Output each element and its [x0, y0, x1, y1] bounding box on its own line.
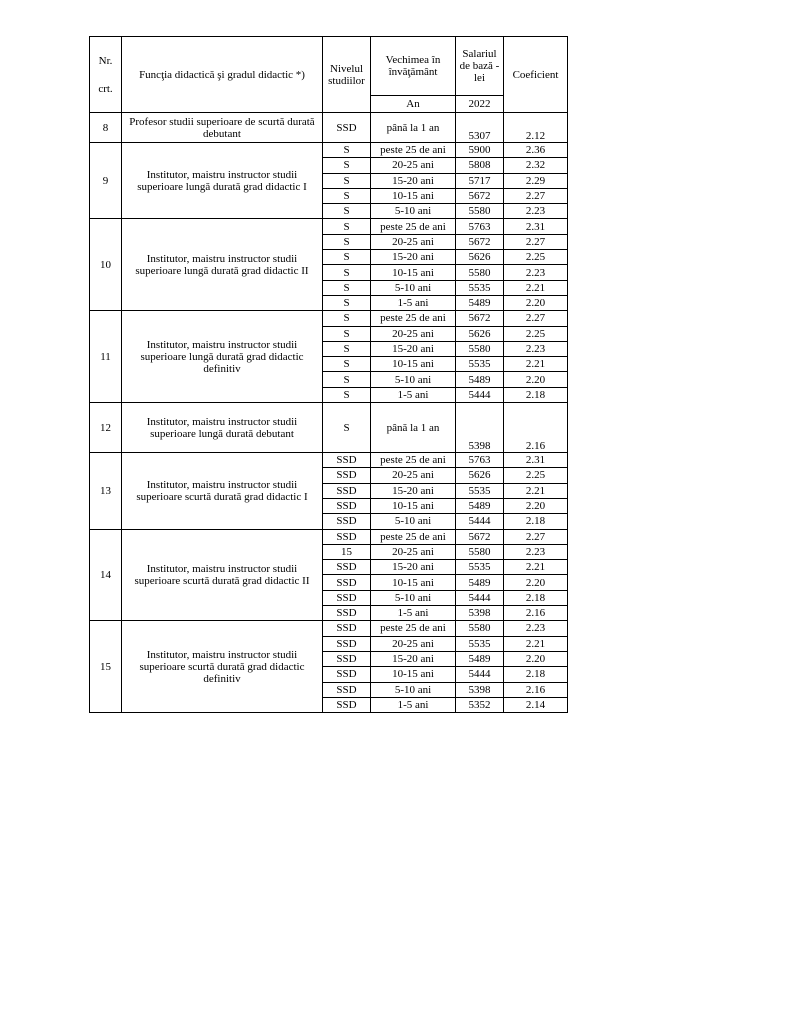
- header-crt: crt.: [98, 82, 113, 95]
- cell-nivel: S: [323, 250, 371, 265]
- cell-coeficient: 2.27: [504, 529, 568, 544]
- cell-vechime: 10-15 ani: [371, 188, 456, 203]
- cell-coeficient: 2.23: [504, 544, 568, 559]
- cell-salariu: 5489: [456, 372, 504, 387]
- cell-coeficient: 2.21: [504, 636, 568, 651]
- cell-nivel: SSD: [323, 667, 371, 682]
- cell-nr: 9: [90, 143, 122, 219]
- cell-salariu: 5900: [456, 143, 504, 158]
- cell-coeficient: 2.32: [504, 158, 568, 173]
- cell-salariu: 5444: [456, 514, 504, 529]
- cell-nivel: SSD: [323, 590, 371, 605]
- table-row: [90, 529, 568, 544]
- cell-vechime: peste 25 de ani: [371, 311, 456, 326]
- cell-salariu: 5763: [456, 219, 504, 234]
- cell-nivel: SSD: [323, 575, 371, 590]
- cell-salariu: 5580: [456, 341, 504, 356]
- cell-salariu: 5489: [456, 295, 504, 310]
- cell-nivel: 15: [323, 544, 371, 559]
- cell-coeficient: 2.23: [504, 341, 568, 356]
- cell-nr: 11: [90, 311, 122, 403]
- cell-salariu: 5808: [456, 158, 504, 173]
- cell-functia: Institutor, maistru instructor studii superioare lungă durată grad didactic II: [122, 219, 323, 311]
- cell-salariu: 5626: [456, 250, 504, 265]
- cell-nivel: SSD: [323, 560, 371, 575]
- cell-coeficient: 2.36: [504, 143, 568, 158]
- cell-vechime: până la 1 an: [371, 403, 456, 453]
- cell-vechime: 15-20 ani: [371, 651, 456, 666]
- cell-vechime: 5-10 ani: [371, 204, 456, 219]
- cell-salariu: 5535: [456, 636, 504, 651]
- cell-vechime: 20-25 ani: [371, 468, 456, 483]
- cell-functia: Institutor, maistru instructor studii superioare scurtă durată grad didactic definitiv: [122, 621, 323, 713]
- table-row: [90, 143, 568, 158]
- cell-salariu: 5626: [456, 326, 504, 341]
- cell-vechime: 10-15 ani: [371, 498, 456, 513]
- cell-coeficient: 2.16: [504, 682, 568, 697]
- cell-nivel: S: [323, 372, 371, 387]
- cell-salariu: 5580: [456, 621, 504, 636]
- cell-vechime: 15-20 ani: [371, 560, 456, 575]
- cell-nivel: S: [323, 204, 371, 219]
- cell-nivel: SSD: [323, 606, 371, 621]
- cell-nivel: S: [323, 234, 371, 249]
- cell-vechime: peste 25 de ani: [371, 143, 456, 158]
- header-salariul: Salariul de bază - lei: [456, 37, 504, 96]
- table-row: [90, 403, 568, 453]
- header-nr: Nr.: [98, 54, 113, 67]
- cell-coeficient: 2.16: [504, 403, 568, 453]
- cell-coeficient: 2.21: [504, 560, 568, 575]
- cell-nr: 13: [90, 453, 122, 529]
- cell-vechime: 10-15 ani: [371, 667, 456, 682]
- cell-coeficient: 2.23: [504, 265, 568, 280]
- cell-vechime: 5-10 ani: [371, 514, 456, 529]
- cell-vechime: 15-20 ani: [371, 341, 456, 356]
- cell-nivel: S: [323, 158, 371, 173]
- cell-functia: Institutor, maistru instructor studii superioare scurtă durată grad didactic II: [122, 529, 323, 621]
- cell-salariu: 5672: [456, 311, 504, 326]
- cell-vechime: 1-5 ani: [371, 697, 456, 712]
- header-year: 2022: [456, 96, 504, 113]
- header-an: An: [371, 96, 456, 113]
- cell-salariu: 5763: [456, 453, 504, 468]
- cell-vechime: 1-5 ani: [371, 387, 456, 402]
- header-nivel: Nivelul studiilor: [323, 37, 371, 113]
- cell-nivel: SSD: [323, 529, 371, 544]
- cell-nivel: SSD: [323, 113, 371, 143]
- cell-salariu: 5489: [456, 651, 504, 666]
- cell-nivel: SSD: [323, 651, 371, 666]
- cell-nivel: SSD: [323, 682, 371, 697]
- cell-nivel: S: [323, 173, 371, 188]
- cell-nr: 14: [90, 529, 122, 621]
- cell-salariu: 5535: [456, 560, 504, 575]
- cell-salariu: 5535: [456, 280, 504, 295]
- cell-vechime: 1-5 ani: [371, 295, 456, 310]
- cell-coeficient: 2.18: [504, 590, 568, 605]
- cell-coeficient: 2.20: [504, 498, 568, 513]
- cell-salariu: 5580: [456, 204, 504, 219]
- cell-vechime: până la 1 an: [371, 113, 456, 143]
- cell-salariu: 5717: [456, 173, 504, 188]
- cell-nr: 12: [90, 403, 122, 453]
- cell-salariu: 5489: [456, 498, 504, 513]
- cell-salariu: 5672: [456, 188, 504, 203]
- header-row: [90, 37, 568, 96]
- cell-salariu: 5398: [456, 682, 504, 697]
- cell-vechime: 5-10 ani: [371, 590, 456, 605]
- cell-coeficient: 2.27: [504, 188, 568, 203]
- cell-vechime: 1-5 ani: [371, 606, 456, 621]
- cell-vechime: peste 25 de ani: [371, 529, 456, 544]
- cell-salariu: 5626: [456, 468, 504, 483]
- cell-vechime: 10-15 ani: [371, 265, 456, 280]
- cell-salariu: 5398: [456, 606, 504, 621]
- cell-salariu: 5535: [456, 357, 504, 372]
- cell-salariu: 5489: [456, 575, 504, 590]
- cell-functia: Profesor studii superioare de scurtă durată debutant: [122, 113, 323, 143]
- table-row: [90, 453, 568, 468]
- cell-nivel: S: [323, 143, 371, 158]
- cell-salariu: 5307: [456, 113, 504, 143]
- cell-nivel: SSD: [323, 621, 371, 636]
- cell-salariu: 5580: [456, 544, 504, 559]
- cell-vechime: 5-10 ani: [371, 682, 456, 697]
- salary-table: [89, 36, 568, 713]
- cell-coeficient: 2.14: [504, 697, 568, 712]
- table-row: [90, 311, 568, 326]
- cell-coeficient: 2.25: [504, 468, 568, 483]
- cell-vechime: peste 25 de ani: [371, 453, 456, 468]
- cell-coeficient: 2.25: [504, 250, 568, 265]
- cell-nr: 10: [90, 219, 122, 311]
- cell-salariu: 5535: [456, 483, 504, 498]
- cell-nivel: S: [323, 295, 371, 310]
- cell-functia: Institutor, maistru instructor studii superioare scurtă durată grad didactic I: [122, 453, 323, 529]
- cell-vechime: 20-25 ani: [371, 544, 456, 559]
- cell-nivel: S: [323, 188, 371, 203]
- header-coeficient: Coeficient: [504, 37, 568, 113]
- cell-coeficient: 2.31: [504, 453, 568, 468]
- cell-nivel: SSD: [323, 468, 371, 483]
- cell-nivel: S: [323, 219, 371, 234]
- cell-functia: Institutor, maistru instructor studii superioare lungă durată grad didactic definitiv: [122, 311, 323, 403]
- cell-vechime: 10-15 ani: [371, 357, 456, 372]
- cell-vechime: 20-25 ani: [371, 234, 456, 249]
- table-body: [90, 37, 568, 713]
- cell-coeficient: 2.25: [504, 326, 568, 341]
- cell-coeficient: 2.20: [504, 575, 568, 590]
- cell-coeficient: 2.23: [504, 204, 568, 219]
- table-row: [90, 621, 568, 636]
- cell-coeficient: 2.18: [504, 667, 568, 682]
- cell-vechime: 15-20 ani: [371, 483, 456, 498]
- cell-vechime: 15-20 ani: [371, 250, 456, 265]
- cell-coeficient: 2.21: [504, 357, 568, 372]
- cell-salariu: 5672: [456, 234, 504, 249]
- cell-coeficient: 2.20: [504, 372, 568, 387]
- cell-coeficient: 2.21: [504, 483, 568, 498]
- header-vechime: Vechimea în învăţământ: [371, 37, 456, 96]
- cell-coeficient: 2.27: [504, 311, 568, 326]
- table-row: [90, 219, 568, 234]
- cell-salariu: 5444: [456, 590, 504, 605]
- cell-coeficient: 2.31: [504, 219, 568, 234]
- cell-salariu: 5444: [456, 387, 504, 402]
- cell-vechime: 20-25 ani: [371, 636, 456, 651]
- cell-nivel: SSD: [323, 697, 371, 712]
- cell-nivel: SSD: [323, 483, 371, 498]
- cell-nivel: SSD: [323, 453, 371, 468]
- cell-vechime: 20-25 ani: [371, 158, 456, 173]
- cell-coeficient: 2.16: [504, 606, 568, 621]
- cell-nr: 15: [90, 621, 122, 713]
- cell-nivel: SSD: [323, 514, 371, 529]
- cell-functia: Institutor, maistru instructor studii superioare lungă durată grad didactic I: [122, 143, 323, 219]
- cell-nivel: S: [323, 403, 371, 453]
- cell-nivel: SSD: [323, 636, 371, 651]
- cell-salariu: 5444: [456, 667, 504, 682]
- header-functia: Funcţia didactică şi gradul didactic *): [122, 37, 323, 113]
- cell-coeficient: 2.12: [504, 113, 568, 143]
- cell-vechime: 5-10 ani: [371, 372, 456, 387]
- cell-nivel: S: [323, 341, 371, 356]
- cell-vechime: 5-10 ani: [371, 280, 456, 295]
- cell-coeficient: 2.18: [504, 514, 568, 529]
- cell-nivel: S: [323, 387, 371, 402]
- cell-coeficient: 2.18: [504, 387, 568, 402]
- cell-salariu: 5352: [456, 697, 504, 712]
- header-nr-crt: [90, 37, 122, 113]
- cell-nivel: S: [323, 326, 371, 341]
- cell-coeficient: 2.21: [504, 280, 568, 295]
- cell-nivel: S: [323, 280, 371, 295]
- cell-coeficient: 2.27: [504, 234, 568, 249]
- cell-coeficient: 2.20: [504, 295, 568, 310]
- cell-nivel: SSD: [323, 498, 371, 513]
- cell-nivel: S: [323, 357, 371, 372]
- cell-coeficient: 2.23: [504, 621, 568, 636]
- cell-coeficient: 2.29: [504, 173, 568, 188]
- cell-nr: 8: [90, 113, 122, 143]
- cell-functia: Institutor, maistru instructor studii superioare lungă durată debutant: [122, 403, 323, 453]
- table-row: [90, 113, 568, 143]
- cell-nivel: S: [323, 311, 371, 326]
- cell-vechime: peste 25 de ani: [371, 621, 456, 636]
- cell-salariu: 5398: [456, 403, 504, 453]
- cell-vechime: peste 25 de ani: [371, 219, 456, 234]
- cell-nivel: S: [323, 265, 371, 280]
- cell-vechime: 10-15 ani: [371, 575, 456, 590]
- cell-vechime: 15-20 ani: [371, 173, 456, 188]
- cell-salariu: 5580: [456, 265, 504, 280]
- cell-salariu: 5672: [456, 529, 504, 544]
- cell-coeficient: 2.20: [504, 651, 568, 666]
- cell-vechime: 20-25 ani: [371, 326, 456, 341]
